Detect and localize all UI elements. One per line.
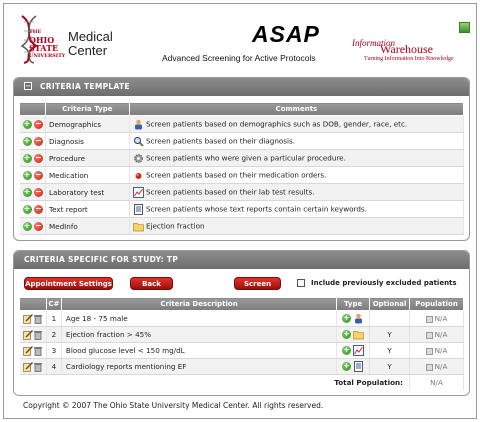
remove-criteria-icon[interactable]: − (34, 135, 42, 145)
optional-cell: Y (370, 327, 410, 343)
document-icon (133, 204, 144, 215)
criteria-template-header (14, 78, 469, 96)
criteria-type-cell (337, 327, 370, 343)
add-criteria-icon[interactable]: + (23, 118, 31, 128)
osu-ohio: OHIO (29, 35, 55, 45)
remove-criteria-icon[interactable]: − (34, 203, 42, 213)
remove-criteria-icon[interactable]: − (34, 186, 42, 196)
document-icon (353, 361, 364, 372)
comment-text: Ejection fraction (145, 221, 205, 230)
add-criteria-icon[interactable]: + (343, 313, 350, 322)
edit-icon[interactable] (23, 330, 33, 340)
population-cell (410, 359, 464, 375)
criteria-number: 3 (46, 343, 61, 359)
table-row (20, 184, 464, 201)
remove-criteria-icon[interactable]: − (34, 220, 42, 230)
add-criteria-icon[interactable]: + (23, 186, 31, 196)
magnifier-icon (133, 136, 144, 147)
criteria-template-table (19, 102, 464, 235)
study-criteria-panel (13, 250, 470, 396)
population-cell (410, 343, 464, 359)
edit-icon[interactable] (23, 346, 33, 356)
criteria-template-title: CRITERIA TEMPLATE (40, 82, 130, 91)
comment-text: Screen patients based on their lab test results. (145, 187, 315, 196)
comment-cell (129, 184, 463, 201)
osu-state: STATE (29, 43, 59, 53)
column-header-optional: Optional (370, 298, 410, 311)
folder-icon (353, 329, 364, 340)
comment-text: Screen patients whose text reports contain certain keywords. (145, 204, 367, 213)
trash-icon[interactable] (33, 346, 43, 356)
pill-icon (133, 170, 144, 181)
criteria-type-cell: Procedure (45, 150, 129, 167)
remove-criteria-icon[interactable]: − (34, 118, 42, 128)
table-row (20, 311, 464, 327)
study-criteria-title: CRITERIA SPECIFIC FOR STUDY: TP (24, 255, 179, 264)
osu-medical-center-logo (16, 14, 126, 64)
criteria-type-cell: MedInfo (45, 218, 129, 235)
population-value: N/A (434, 314, 448, 323)
criteria-template-panel (13, 77, 470, 241)
person-icon (133, 119, 144, 130)
add-criteria-icon[interactable]: + (23, 169, 31, 179)
population-checkbox[interactable] (426, 316, 433, 323)
add-criteria-icon[interactable]: + (23, 135, 31, 145)
table-row (20, 343, 464, 359)
table-row (20, 133, 464, 150)
appointment-settings-button[interactable]: Appointment Settings (24, 277, 113, 290)
chart-icon (353, 345, 364, 356)
center-line: Center (68, 43, 108, 58)
edit-icon[interactable] (23, 362, 33, 372)
iw-information: Information (352, 38, 396, 48)
criteria-number: 4 (46, 359, 61, 375)
medical-line: Medical (68, 29, 113, 44)
comment-cell (129, 133, 463, 150)
population-checkbox[interactable] (426, 364, 433, 371)
criteria-type-cell: Text report (45, 201, 129, 218)
person-icon (353, 313, 364, 324)
remove-criteria-icon[interactable]: − (34, 152, 42, 162)
iw-warehouse: Warehouse (380, 42, 434, 56)
column-header-actions (20, 103, 46, 116)
table-row (20, 150, 464, 167)
criteria-type-cell: Laboratory test (45, 184, 129, 201)
copyright-footer: Copyright © 2007 The Ohio State University Medical Center. All rights reserved. (23, 401, 324, 410)
population-checkbox[interactable] (426, 332, 433, 339)
column-header-number: C# (46, 298, 61, 311)
trash-icon[interactable] (33, 330, 43, 340)
total-population-label: Total Population: (20, 375, 410, 390)
comment-text: Screen patients based on demographics such as DOB, gender, race, etc. (145, 119, 408, 128)
optional-cell (370, 311, 410, 327)
table-header-row (20, 298, 464, 311)
iw-tagline: Turning Information Into Knowledge (364, 56, 454, 62)
criteria-type-cell (337, 359, 370, 375)
criteria-type-cell (337, 343, 370, 359)
trash-icon[interactable] (33, 314, 43, 324)
table-row (20, 116, 464, 133)
information-warehouse-logo (352, 38, 467, 66)
table-row (20, 359, 464, 375)
add-criteria-icon[interactable]: + (23, 203, 31, 213)
population-cell (410, 327, 464, 343)
export-excel-icon[interactable] (459, 22, 470, 33)
back-button[interactable]: Back (130, 277, 173, 290)
comment-cell (129, 116, 463, 133)
comment-cell (129, 150, 463, 167)
table-header-row (20, 103, 464, 116)
study-criteria-table (19, 297, 464, 390)
population-value: N/A (434, 346, 448, 355)
add-criteria-icon[interactable]: + (343, 329, 350, 338)
table-row (20, 327, 464, 343)
criteria-type-cell: Medication (45, 167, 129, 184)
include-excluded-checkbox[interactable] (297, 279, 305, 287)
criteria-description[interactable]: Age 18 - 75 male (61, 311, 336, 327)
add-criteria-icon[interactable]: + (343, 345, 350, 354)
population-cell (410, 311, 464, 327)
add-criteria-icon[interactable]: + (343, 361, 350, 370)
gear-icon (133, 153, 144, 164)
remove-criteria-icon[interactable]: − (34, 169, 42, 179)
header (4, 4, 476, 74)
column-header-actions (20, 298, 47, 311)
criteria-description[interactable]: Ejection fraction > 45% (61, 327, 336, 343)
comment-cell (129, 218, 463, 235)
screen-button[interactable]: Screen (234, 277, 281, 290)
column-header-criteria-type: Criteria Type (45, 103, 129, 116)
collapse-icon[interactable]: − (25, 82, 32, 90)
osu-university: UNIVERSITY (29, 53, 66, 59)
criteria-type-cell: Demographics (45, 116, 129, 133)
trash-icon[interactable] (33, 362, 43, 372)
comment-text: Screen patients based on their medication orders. (145, 170, 327, 179)
comment-text: Screen patients who were given a particular procedure. (145, 153, 346, 162)
population-value: N/A (434, 362, 448, 371)
criteria-number: 2 (46, 327, 61, 343)
optional-cell: Y (370, 343, 410, 359)
optional-cell: Y (370, 359, 410, 375)
folder-icon (133, 221, 144, 232)
osu-the: THE (29, 29, 42, 35)
criteria-type-cell (337, 311, 370, 327)
app-title: ASAP (252, 21, 320, 47)
comment-cell (129, 167, 463, 184)
app-frame (3, 3, 477, 419)
app-subtitle: Advanced Screening for Active Protocols (162, 53, 316, 63)
table-row (20, 167, 464, 184)
column-header-description: Criteria Description (61, 298, 336, 311)
chart-icon (133, 187, 144, 198)
medical-center-text (68, 30, 113, 58)
criteria-type-cell: Diagnosis (45, 133, 129, 150)
table-row (20, 201, 464, 218)
column-header-type: Type (337, 298, 370, 311)
column-header-comments: Comments (129, 103, 463, 116)
edit-icon[interactable] (23, 314, 33, 324)
criteria-number: 1 (46, 311, 61, 327)
include-excluded-label: Include previously excluded patients (311, 279, 457, 287)
osu-wordmark (29, 28, 66, 60)
add-criteria-icon[interactable]: + (23, 152, 31, 162)
population-value: N/A (434, 330, 448, 339)
total-population-row (20, 375, 464, 390)
add-criteria-icon[interactable]: + (23, 220, 31, 230)
criteria-description[interactable]: Cardiology reports mentioning EF (61, 359, 336, 375)
population-checkbox[interactable] (426, 348, 433, 355)
study-criteria-header (14, 251, 469, 269)
comment-cell (129, 201, 463, 218)
column-header-population: Population (410, 298, 464, 311)
comment-text: Screen patients based on their diagnosis. (145, 136, 296, 145)
total-population-value: N/A (410, 375, 464, 390)
criteria-description[interactable]: Blood glucose level < 150 mg/dL (61, 343, 336, 359)
table-row (20, 218, 464, 235)
